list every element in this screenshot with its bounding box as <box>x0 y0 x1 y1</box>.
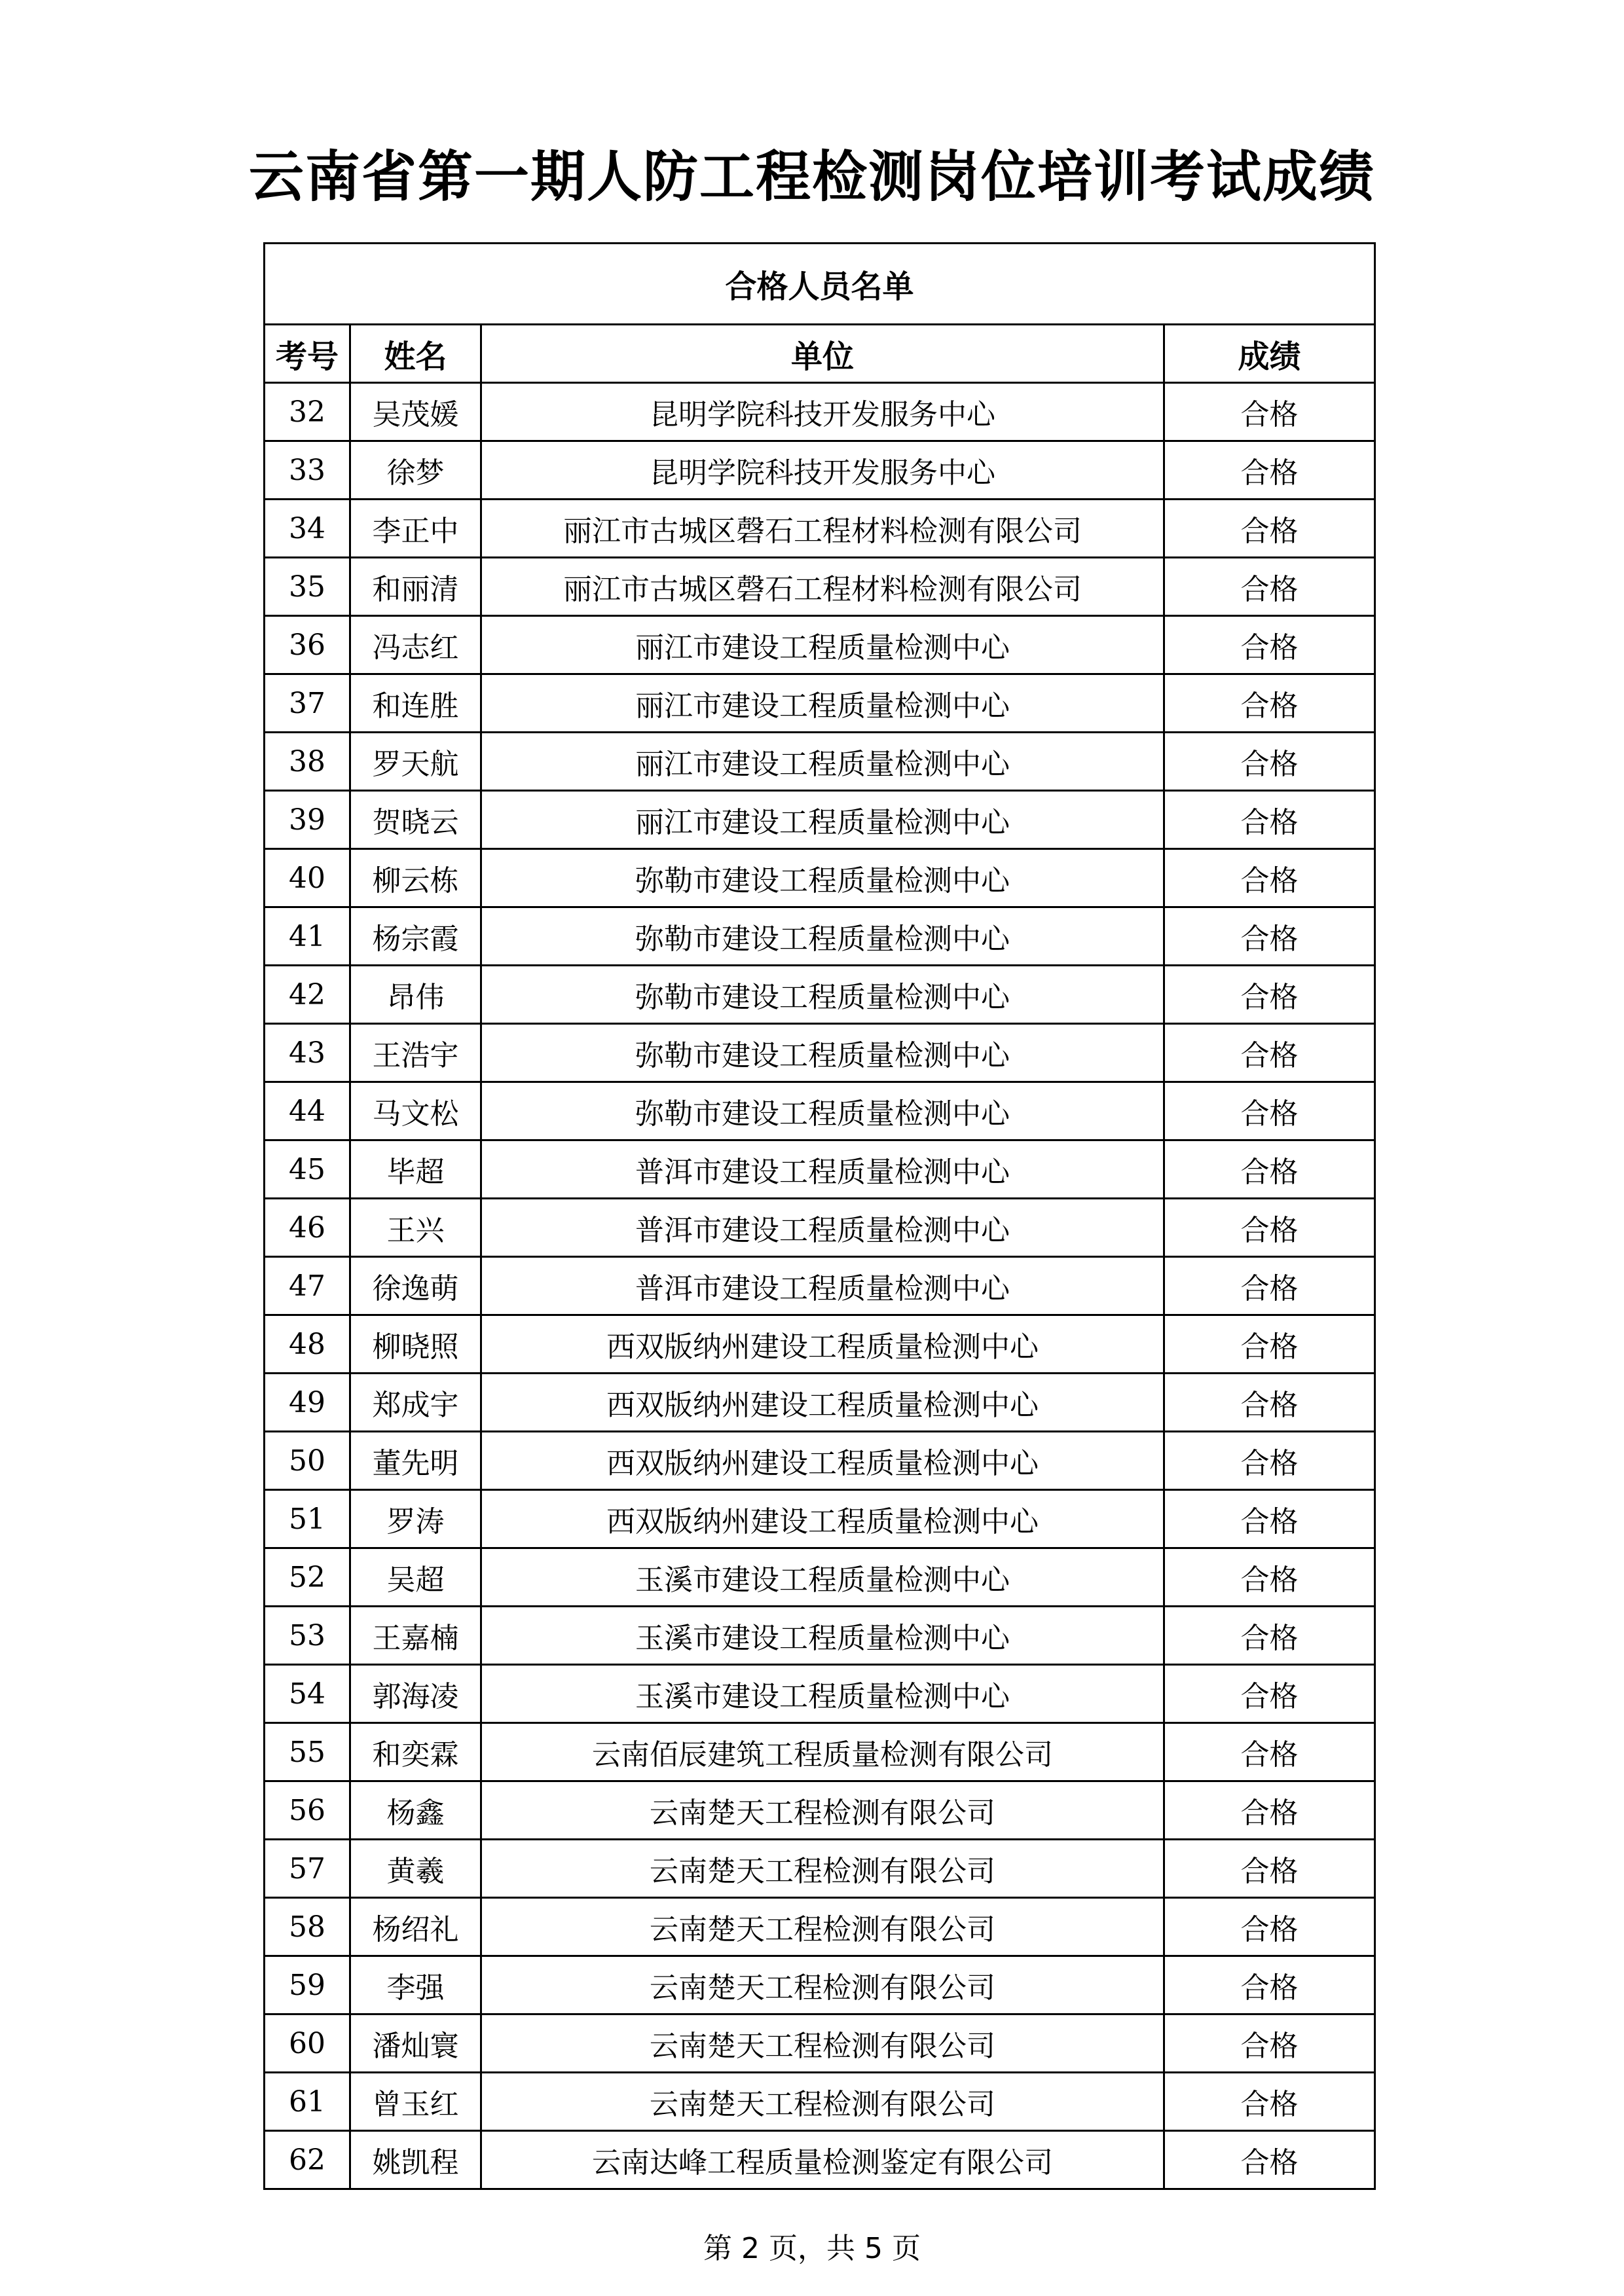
table-row <box>265 616 1375 674</box>
cell-exam-number: 36 <box>265 616 350 674</box>
column-header-organization: 单位 <box>481 325 1164 383</box>
cell-organization: 西双版纳州建设工程质量检测中心 <box>481 1490 1164 1548</box>
table-row <box>265 1199 1375 1257</box>
cell-name: 吴茂媛 <box>350 383 481 441</box>
cell-name: 和丽清 <box>350 558 481 616</box>
cell-result: 合格 <box>1164 1082 1375 1140</box>
cell-result: 合格 <box>1164 2073 1375 2131</box>
cell-result: 合格 <box>1164 1781 1375 1840</box>
cell-organization: 玉溪市建设工程质量检测中心 <box>481 1548 1164 1607</box>
cell-exam-number: 50 <box>265 1432 350 1490</box>
cell-name: 罗天航 <box>350 733 481 791</box>
cell-organization: 昆明学院科技开发服务中心 <box>481 441 1164 500</box>
cell-exam-number: 45 <box>265 1140 350 1199</box>
cell-result: 合格 <box>1164 383 1375 441</box>
cell-exam-number: 56 <box>265 1781 350 1840</box>
table-caption: 合格人员名单 <box>265 244 1375 325</box>
cell-result: 合格 <box>1164 791 1375 849</box>
cell-exam-number: 38 <box>265 733 350 791</box>
cell-result: 合格 <box>1164 1840 1375 1898</box>
cell-name: 冯志红 <box>350 616 481 674</box>
table-row <box>265 1665 1375 1723</box>
cell-result: 合格 <box>1164 2014 1375 2073</box>
table-row <box>265 558 1375 616</box>
cell-exam-number: 43 <box>265 1024 350 1082</box>
table-row <box>265 1432 1375 1490</box>
cell-organization: 玉溪市建设工程质量检测中心 <box>481 1607 1164 1665</box>
table-row <box>265 966 1375 1024</box>
cell-organization: 云南楚天工程检测有限公司 <box>481 2014 1164 2073</box>
table-row <box>265 1607 1375 1665</box>
cell-exam-number: 47 <box>265 1257 350 1315</box>
cell-name: 昂伟 <box>350 966 481 1024</box>
cell-organization: 云南楚天工程检测有限公司 <box>481 1840 1164 1898</box>
cell-name: 曾玉红 <box>350 2073 481 2131</box>
cell-exam-number: 58 <box>265 1898 350 1956</box>
cell-result: 合格 <box>1164 1315 1375 1374</box>
cell-organization: 云南佰辰建筑工程质量检测有限公司 <box>481 1723 1164 1781</box>
table-row <box>265 1082 1375 1140</box>
table-row <box>265 1257 1375 1315</box>
cell-organization: 弥勒市建设工程质量检测中心 <box>481 966 1164 1024</box>
cell-name: 王兴 <box>350 1199 481 1257</box>
cell-name: 潘灿寰 <box>350 2014 481 2073</box>
cell-result: 合格 <box>1164 1432 1375 1490</box>
table-row <box>265 2131 1375 2189</box>
cell-organization: 云南楚天工程检测有限公司 <box>481 1898 1164 1956</box>
cell-name: 和连胜 <box>350 674 481 733</box>
table-row <box>265 1548 1375 1607</box>
cell-result: 合格 <box>1164 1199 1375 1257</box>
table-row <box>265 907 1375 966</box>
table-row <box>265 1140 1375 1199</box>
cell-exam-number: 46 <box>265 1199 350 1257</box>
cell-name: 吴超 <box>350 1548 481 1607</box>
cell-exam-number: 61 <box>265 2073 350 2131</box>
results-table <box>263 242 1376 2190</box>
cell-organization: 普洱市建设工程质量检测中心 <box>481 1199 1164 1257</box>
table-row <box>265 1490 1375 1548</box>
cell-organization: 昆明学院科技开发服务中心 <box>481 383 1164 441</box>
cell-organization: 丽江市古城区磬石工程材料检测有限公司 <box>481 500 1164 558</box>
cell-exam-number: 42 <box>265 966 350 1024</box>
table-row <box>265 500 1375 558</box>
table-header-row <box>265 325 1375 383</box>
column-header-exam-number: 考号 <box>265 325 350 383</box>
cell-exam-number: 51 <box>265 1490 350 1548</box>
cell-name: 毕超 <box>350 1140 481 1199</box>
table-row <box>265 1024 1375 1082</box>
table-row <box>265 733 1375 791</box>
column-header-name: 姓名 <box>350 325 481 383</box>
cell-exam-number: 34 <box>265 500 350 558</box>
table-row <box>265 1840 1375 1898</box>
cell-exam-number: 44 <box>265 1082 350 1140</box>
cell-organization: 云南楚天工程检测有限公司 <box>481 1956 1164 2014</box>
cell-result: 合格 <box>1164 966 1375 1024</box>
column-header-result: 成绩 <box>1164 325 1375 383</box>
cell-name: 马文松 <box>350 1082 481 1140</box>
cell-result: 合格 <box>1164 1898 1375 1956</box>
cell-exam-number: 60 <box>265 2014 350 2073</box>
cell-name: 李强 <box>350 1956 481 2014</box>
cell-exam-number: 48 <box>265 1315 350 1374</box>
cell-result: 合格 <box>1164 1607 1375 1665</box>
cell-result: 合格 <box>1164 1665 1375 1723</box>
table-row <box>265 2073 1375 2131</box>
cell-organization: 弥勒市建设工程质量检测中心 <box>481 1082 1164 1140</box>
cell-name: 徐逸萌 <box>350 1257 481 1315</box>
cell-result: 合格 <box>1164 616 1375 674</box>
cell-name: 王浩宇 <box>350 1024 481 1082</box>
cell-name: 王嘉楠 <box>350 1607 481 1665</box>
page-footer: 第 2 页，共 5 页 <box>703 2232 921 2265</box>
cell-exam-number: 33 <box>265 441 350 500</box>
cell-organization: 丽江市建设工程质量检测中心 <box>481 791 1164 849</box>
cell-exam-number: 40 <box>265 849 350 907</box>
cell-name: 杨鑫 <box>350 1781 481 1840</box>
cell-exam-number: 32 <box>265 383 350 441</box>
table-body <box>265 383 1375 2189</box>
cell-result: 合格 <box>1164 733 1375 791</box>
cell-exam-number: 57 <box>265 1840 350 1898</box>
cell-name: 杨宗霞 <box>350 907 481 966</box>
cell-result: 合格 <box>1164 500 1375 558</box>
cell-organization: 普洱市建设工程质量检测中心 <box>481 1257 1164 1315</box>
table-row <box>265 2014 1375 2073</box>
cell-exam-number: 37 <box>265 674 350 733</box>
cell-result: 合格 <box>1164 1374 1375 1432</box>
cell-exam-number: 59 <box>265 1956 350 2014</box>
cell-organization: 丽江市建设工程质量检测中心 <box>481 616 1164 674</box>
table-row <box>265 1898 1375 1956</box>
cell-organization: 西双版纳州建设工程质量检测中心 <box>481 1374 1164 1432</box>
cell-exam-number: 41 <box>265 907 350 966</box>
cell-organization: 普洱市建设工程质量检测中心 <box>481 1140 1164 1199</box>
cell-name: 贺晓云 <box>350 791 481 849</box>
table-row <box>265 1723 1375 1781</box>
table-row <box>265 1956 1375 2014</box>
cell-result: 合格 <box>1164 1548 1375 1607</box>
table-row <box>265 1781 1375 1840</box>
cell-organization: 云南达峰工程质量检测鉴定有限公司 <box>481 2131 1164 2189</box>
cell-name: 徐梦 <box>350 441 481 500</box>
table-row <box>265 383 1375 441</box>
cell-result: 合格 <box>1164 1140 1375 1199</box>
cell-exam-number: 53 <box>265 1607 350 1665</box>
cell-result: 合格 <box>1164 907 1375 966</box>
cell-organization: 丽江市古城区磬石工程材料检测有限公司 <box>481 558 1164 616</box>
cell-result: 合格 <box>1164 558 1375 616</box>
cell-organization: 云南楚天工程检测有限公司 <box>481 2073 1164 2131</box>
cell-exam-number: 35 <box>265 558 350 616</box>
cell-result: 合格 <box>1164 674 1375 733</box>
cell-organization: 云南楚天工程检测有限公司 <box>481 1781 1164 1840</box>
cell-organization: 弥勒市建设工程质量检测中心 <box>481 849 1164 907</box>
cell-name: 和奕霖 <box>350 1723 481 1781</box>
cell-name: 郑成宇 <box>350 1374 481 1432</box>
cell-name: 郭海凌 <box>350 1665 481 1723</box>
cell-result: 合格 <box>1164 1723 1375 1781</box>
cell-exam-number: 54 <box>265 1665 350 1723</box>
cell-name: 柳晓照 <box>350 1315 481 1374</box>
cell-organization: 西双版纳州建设工程质量检测中心 <box>481 1432 1164 1490</box>
cell-exam-number: 62 <box>265 2131 350 2189</box>
cell-result: 合格 <box>1164 2131 1375 2189</box>
cell-name: 柳云栋 <box>350 849 481 907</box>
cell-organization: 丽江市建设工程质量检测中心 <box>481 733 1164 791</box>
table-row <box>265 1374 1375 1432</box>
cell-result: 合格 <box>1164 1490 1375 1548</box>
table-row <box>265 441 1375 500</box>
table-row <box>265 791 1375 849</box>
table-row <box>265 849 1375 907</box>
cell-organization: 玉溪市建设工程质量检测中心 <box>481 1665 1164 1723</box>
cell-exam-number: 49 <box>265 1374 350 1432</box>
cell-result: 合格 <box>1164 1024 1375 1082</box>
cell-organization: 弥勒市建设工程质量检测中心 <box>481 907 1164 966</box>
table-row <box>265 1315 1375 1374</box>
cell-name: 姚凯程 <box>350 2131 481 2189</box>
cell-organization: 丽江市建设工程质量检测中心 <box>481 674 1164 733</box>
cell-name: 罗涛 <box>350 1490 481 1548</box>
cell-result: 合格 <box>1164 1257 1375 1315</box>
cell-exam-number: 55 <box>265 1723 350 1781</box>
cell-organization: 西双版纳州建设工程质量检测中心 <box>481 1315 1164 1374</box>
cell-result: 合格 <box>1164 849 1375 907</box>
cell-exam-number: 39 <box>265 791 350 849</box>
cell-name: 杨绍礼 <box>350 1898 481 1956</box>
cell-name: 李正中 <box>350 500 481 558</box>
cell-result: 合格 <box>1164 1956 1375 2014</box>
cell-name: 董先明 <box>350 1432 481 1490</box>
page-title: 云南省第一期人防工程检测岗位培训考试成绩 <box>248 145 1375 209</box>
cell-result: 合格 <box>1164 441 1375 500</box>
cell-organization: 弥勒市建设工程质量检测中心 <box>481 1024 1164 1082</box>
table-row <box>265 674 1375 733</box>
cell-exam-number: 52 <box>265 1548 350 1607</box>
cell-name: 黄羲 <box>350 1840 481 1898</box>
